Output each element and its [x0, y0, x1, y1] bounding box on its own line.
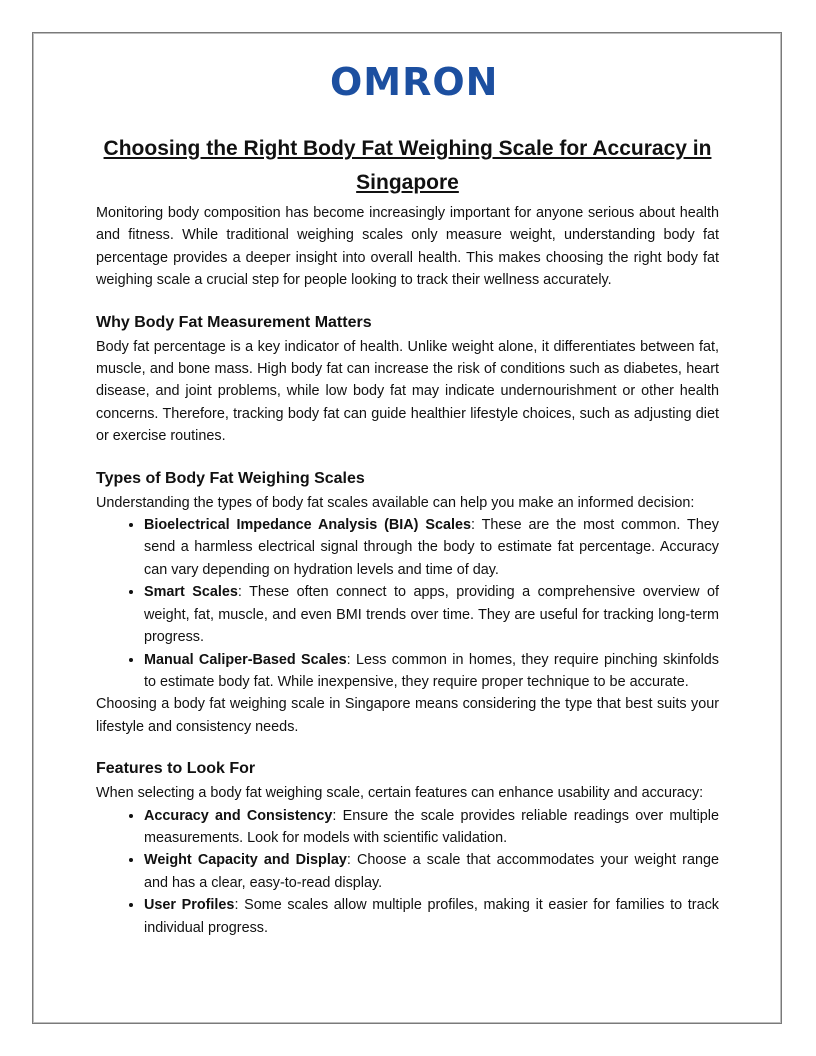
list-item-term: Manual Caliper-Based Scales	[144, 651, 347, 668]
list-item	[144, 649, 719, 694]
section-lead-types: Understanding the types of body fat scales available can help you make an informed decision:	[96, 494, 695, 511]
section-lead-features: When selecting a body fat weighing scale, certain features can enhance usability and accuracy:	[96, 785, 704, 802]
section-heading-types: Types of Body Fat Weighing Scales	[96, 469, 365, 487]
list-item	[144, 581, 719, 648]
omron-logo: OMRON	[330, 60, 499, 104]
list-item-term: Weight Capacity and Display	[144, 852, 347, 869]
list-item-term: Bioelectrical Impedance Analysis (BIA) Scales	[144, 517, 471, 534]
intro-paragraph: Monitoring body composition has become increasingly important for anyone serious about health and fitness. While traditional weighing scales only measure weight, understanding body fat percentage provides a deeper insight into overall health. This makes choosing the right body fat weighing scale a crucial step for people looking to track their wellness accurately.	[96, 205, 719, 289]
types-list	[96, 514, 719, 693]
list-item-desc: : Some scales allow multiple profiles, making it easier for families to track individual progress.	[144, 897, 719, 936]
list-item-desc: : These often connect to apps, providing a comprehensive overview of weight, fat, muscle, and even BMI trends over time. They are useful for tracking long-term progress.	[144, 584, 719, 646]
list-item-term: Accuracy and Consistency	[144, 807, 333, 824]
list-item-desc: : Choose a scale that accommodates your weight range and has a clear, easy-to-read display.	[144, 852, 719, 891]
list-item	[144, 894, 719, 939]
page-title: Choosing the Right Body Fat Weighing Scale for Accuracy in Singapore	[103, 137, 712, 194]
list-item-term: User Profiles	[144, 897, 235, 914]
list-item	[144, 514, 719, 581]
section-text-why: Body fat percentage is a key indicator of health. Unlike weight alone, it differentiates between fat, muscle, and bone mass. High body fat can increase the risk of conditions such as diabetes, heart disease, and joint problems, while low body fat may indicate undernourishment or other health concerns. Therefore, tracking body fat can guide healthier lifestyle choices, such as adjusting diet or exercise routines.	[96, 338, 719, 445]
list-item-desc: : These are the most common. They send a harmless electrical signal through the body to estimate fat percentage. Accuracy can vary depending on hydration levels and time of day.	[144, 517, 719, 578]
list-item	[144, 805, 719, 850]
list-item	[144, 849, 719, 894]
list-item-desc: : Less common in homes, they require pinching skinfolds to estimate body fat. While inexpensive, they require proper technique to be accurate.	[144, 651, 719, 690]
section-heading-why: Why Body Fat Measurement Matters	[96, 313, 372, 331]
list-item-term: Smart Scales	[144, 584, 238, 601]
section-heading-features: Features to Look For	[96, 760, 256, 778]
list-item-desc: : Ensure the scale provides reliable readings over multiple measurements. Look for models with scientific validation.	[144, 807, 719, 846]
section-closing-types: Choosing a body fat weighing scale in Singapore means considering the type that best suits your lifestyle and consistency needs.	[96, 696, 719, 735]
features-list	[96, 805, 719, 939]
document-body	[96, 132, 719, 939]
